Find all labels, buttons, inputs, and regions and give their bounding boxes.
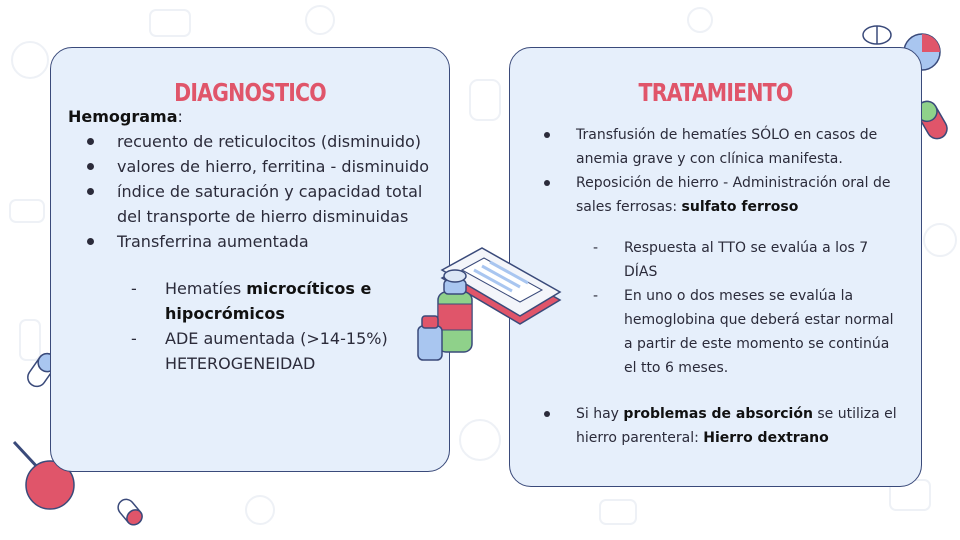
- list-item: [539, 402, 904, 450]
- tratamiento-title: TRATAMIENTO: [638, 78, 793, 107]
- tratamiento-bullet-list: [539, 123, 904, 219]
- vial-icon: [418, 316, 442, 360]
- diagnostico-sub-list: [68, 276, 446, 376]
- pill-capsule-icon: [115, 496, 145, 528]
- list-item: índice de saturación y capacidad total del transporte de hierro disminuidas: [68, 179, 446, 229]
- tratamiento-content: [539, 123, 904, 450]
- hemograma-colon: :: [177, 107, 183, 126]
- sulfato-ferroso: sulfato ferroso: [681, 199, 799, 215]
- clipboard-illustration: [412, 240, 562, 370]
- reposicion-text: Reposición de hierro - Administración oral de sales ferrosas:: [576, 175, 891, 215]
- list-item: - Respuesta al TTO se evalúa a los 7 DÍAS: [539, 236, 904, 284]
- si-hay-text: Si hay: [576, 406, 624, 422]
- tratamiento-sub-list: [539, 236, 904, 380]
- tratamiento-card: [509, 47, 922, 487]
- diagnostico-title: DIAGNOSTICO: [174, 78, 326, 107]
- list-item: recuento de reticulocitos (disminuido): [68, 129, 446, 154]
- parenteral-text: se utiliza el hierro parenteral:: [576, 406, 897, 446]
- diagnostico-bullet-list: [68, 129, 446, 254]
- problemas-absorcion: problemas de absorción: [623, 406, 813, 422]
- hemograma-label: Hemograma: [68, 107, 178, 126]
- hemograma-heading: [68, 104, 446, 129]
- list-item: - ADE aumentada (>14-15%) HETEROGENEIDAD: [68, 326, 446, 376]
- list-item: [68, 276, 446, 326]
- list-item: - En uno o dos meses se evalúa la hemoglobina que deberá estar normal a partir de este momento se continúa el tto 6 meses.: [539, 284, 904, 380]
- tratamiento-bullet-list-2: [539, 402, 904, 450]
- diagnostico-content: [68, 104, 446, 376]
- list-item: valores de hierro, ferritina - disminuido: [68, 154, 446, 179]
- hematies-text: Hematíes: [165, 279, 247, 298]
- hematies-bold: microcíticos e hipocrómicos: [165, 279, 372, 323]
- list-item: [539, 171, 904, 219]
- list-item: Transferrina aumentada: [68, 229, 446, 254]
- tablet-icon: [863, 26, 891, 44]
- hierro-dextrano: Hierro dextrano: [703, 430, 829, 446]
- list-item: Transfusión de hematíes SÓLO en casos de anemia grave y con clínica manifesta.: [539, 123, 904, 171]
- diagnostico-card: [50, 47, 450, 472]
